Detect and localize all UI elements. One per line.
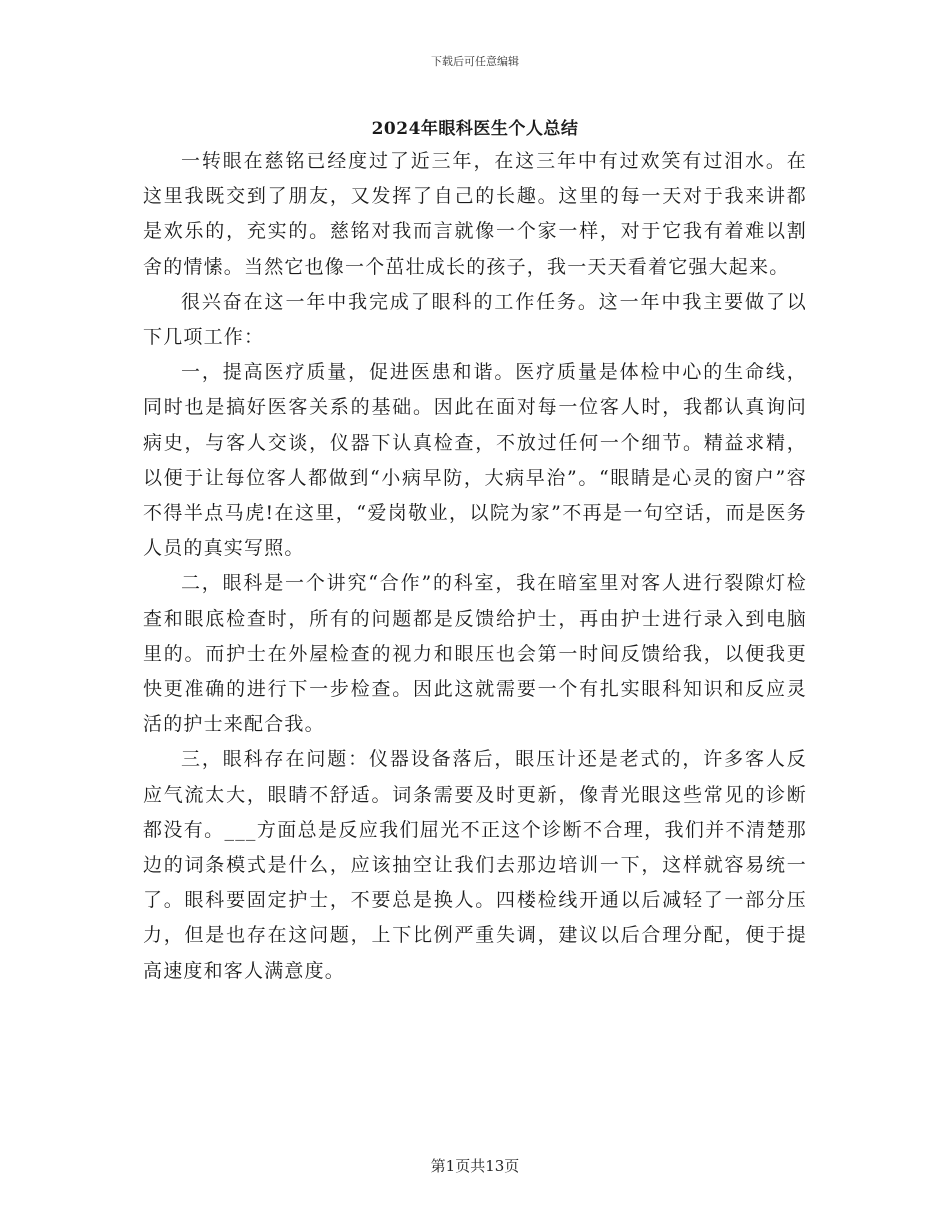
document-title: 2024年眼科医生个人总结 <box>371 119 579 139</box>
paragraph-summary: 很兴奋在这一年中我完成了眼科的工作任务。这一年中我主要做了以下几项工作： <box>143 290 807 349</box>
paragraph-intro: 一转眼在慈铭已经度过了近三年，在这三年中有过欢笑有过泪水。在这里我既交到了朋友，又发挥了自己的长趣。这里的每一天对于我来讲都是欢乐的，充实的。慈铭对我而言就像一个家一样，对于它我有着难以割舍的情愫。当然它也像一个茁壮成长的孩子，我一天天看着它强大起来。 <box>143 150 807 278</box>
paragraph-item-3: 三，眼科存在问题：仪器设备落后，眼压计还是老式的，许多客人反应气流太大，眼睛不舒适。词条需要及时更新，像青光眼这些常见的诊断都没有。___方面总是反应我们屈光不正这个诊断不合理，我们并不清楚那边的词条模式是什么，应该抽空让我们去那边培训一下，这样就容易统一了。眼科要固定护士，不要总是换人。四楼检线开通以后减轻了一部分压力，但是也存在这问题，上下比例严重失调，建议以后合理分配，便于提高速度和客人满意度。 <box>143 748 807 982</box>
document-body <box>143 144 807 989</box>
paragraph-item-1: 一，提高医疗质量，促进医患和谐。医疗质量是体检中心的生命线，同时也是搞好医客关系的基础。因此在面对每一位客人时，我都认真询问病史，与客人交谈，仪器下认真检查，不放过任何一个细节。精益求精，以便于让每位客人都做到“小病早防，大病早治”。“眼睛是心灵的窗户”容不得半点马虎!在这里，“爱岗敬业，以院为家”不再是一句空话，而是医务人员的真实写照。 <box>143 361 807 560</box>
paragraph-item-2: 二，眼科是一个讲究“合作”的科室，我在暗室里对客人进行裂隙灯检查和眼底检查时，所有的问题都是反馈给护士，再由护士进行录入到电脑里的。而护士在外屋检查的视力和眼压也会第一时间反馈给我，以便我更快更准确的进行下一步检查。因此这就需要一个有扎实眼科知识和反应灵活的护士来配合我。 <box>143 572 807 736</box>
header-note: 下载后可任意编辑 <box>431 55 519 68</box>
page-indicator: 第1页共13页 <box>430 1157 520 1175</box>
